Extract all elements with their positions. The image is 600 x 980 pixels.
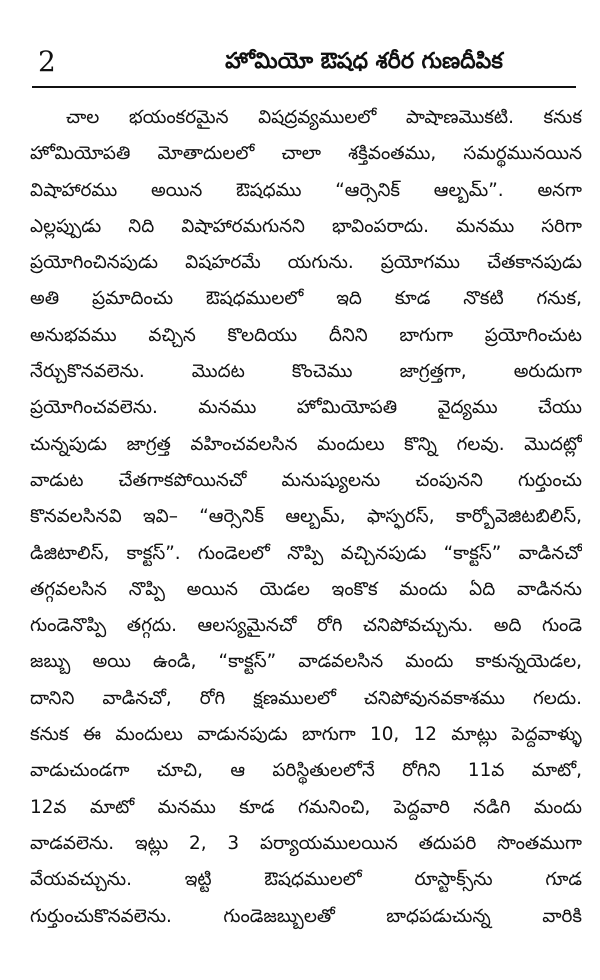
text-line: వాడవలెను. ఇట్లు 2, 3 పర్యాయములయిన తదుపరి సొంతముగా	[30, 832, 582, 854]
text-line: గుండెనొప్పి తగ్గదు. ఆలస్యమైనచో రోగి చనిపోవచ్చును. అది గుండె	[30, 615, 582, 637]
body-text	[30, 100, 582, 935]
text-line: వాడుట చేతగాకపోయినచో మనుష్యులను చంపునని గుర్తుంచు	[30, 469, 582, 491]
text-line: హోమియోపతి మోతాదులలో చాలా శక్తివంతము, సమర్థమునయిన	[30, 143, 582, 165]
page-header	[22, 44, 578, 84]
text-line: చున్నపుడు జాగ్రత్త వహించవలసిన మందులు కొన్ని గలవు. మొదట్లో	[30, 433, 582, 455]
text-line: జబ్బు అయి ఉండి, “కాక్టస్” వాడవలసిన మందు కాకున్నయెడల,	[30, 651, 582, 673]
text-line: నేర్చుకొనవలెను. మొదట కొంచెము జాగ్రత్తగా, అరుదుగా	[30, 361, 582, 383]
text-line: చాల భయంకరమైన విషద్రవ్యములలో పాషాణమొకటి. కనుక	[66, 107, 582, 128]
text-line: దానిని వాడినచో, రోగి క్షణములలో చనిపోవునవకాశము గలదు.	[30, 687, 582, 709]
text-line: అతి ప్రమాదించు ఔషధములలో ఇది కూడ నొకటి గనుక,	[30, 288, 582, 310]
running-title: హోమియో ఔషధ శరీర గుణదీపిక	[225, 49, 503, 74]
page-number: 2	[38, 45, 56, 78]
text-line: కనుక ఈ మందులు వాడునపుడు బాగుగా 10, 12 మాట్లు పెద్దవాళ్ళు	[30, 724, 582, 746]
text-line: తగ్గవలసిన నొప్పి అయిన యెడల ఇంకొక మందు ఏది వాడినను	[30, 578, 582, 600]
text-line: గుర్తుంచుకొనవలెను. గుండెజబ్బులతో బాధపడుచున్న వారికి	[30, 905, 582, 927]
text-line: ప్రయోగించినపుడు విషహరమే యగును. ప్రయోగము చేతకానపుడు	[30, 252, 582, 274]
text-line: అనుభవము వచ్చిన కొలదియు దీనిని బాగుగా ప్రయోగించుట	[30, 324, 582, 346]
text-line: కొనవలసినవి ఇవి– “ఆర్సెనిక్ ఆల్బమ్, ఫాస్ఫరస్, కార్బోవెజిటబిలిస్,	[30, 506, 582, 528]
header-rule	[32, 86, 576, 88]
text-line: వాడుచుండగా చూచి, ఆ పరిస్థితులలోనే రోగిని 11వ మాటో,	[30, 760, 582, 782]
text-line: ఎల్లప్పుడు నిది విషాహారమగునని భావింపరాదు. మనము సరిగా	[30, 215, 582, 237]
text-line: విషాహారము అయిన ఔషధము “ఆర్సెనిక్ ఆల్బమ్”. అనగా	[30, 179, 582, 201]
text-line: డిజిటాలిస్, కాక్టస్”. గుండెలలో నొప్పి వచ్చినపుడు “కాక్టస్” వాడినచో	[30, 542, 582, 564]
text-line: 12వ మాటో మనము కూడ గమనించి, పెద్దవారి నడిగి మందు	[30, 796, 582, 818]
text-line: వేయవచ్చును. ఇట్టి ఔషధములలో రూస్టాక్స్‌ను గూడ	[30, 869, 582, 891]
text-line: ప్రయోగించవలెను. మనము హోమియోపతి వైద్యము చేయు	[30, 397, 582, 419]
